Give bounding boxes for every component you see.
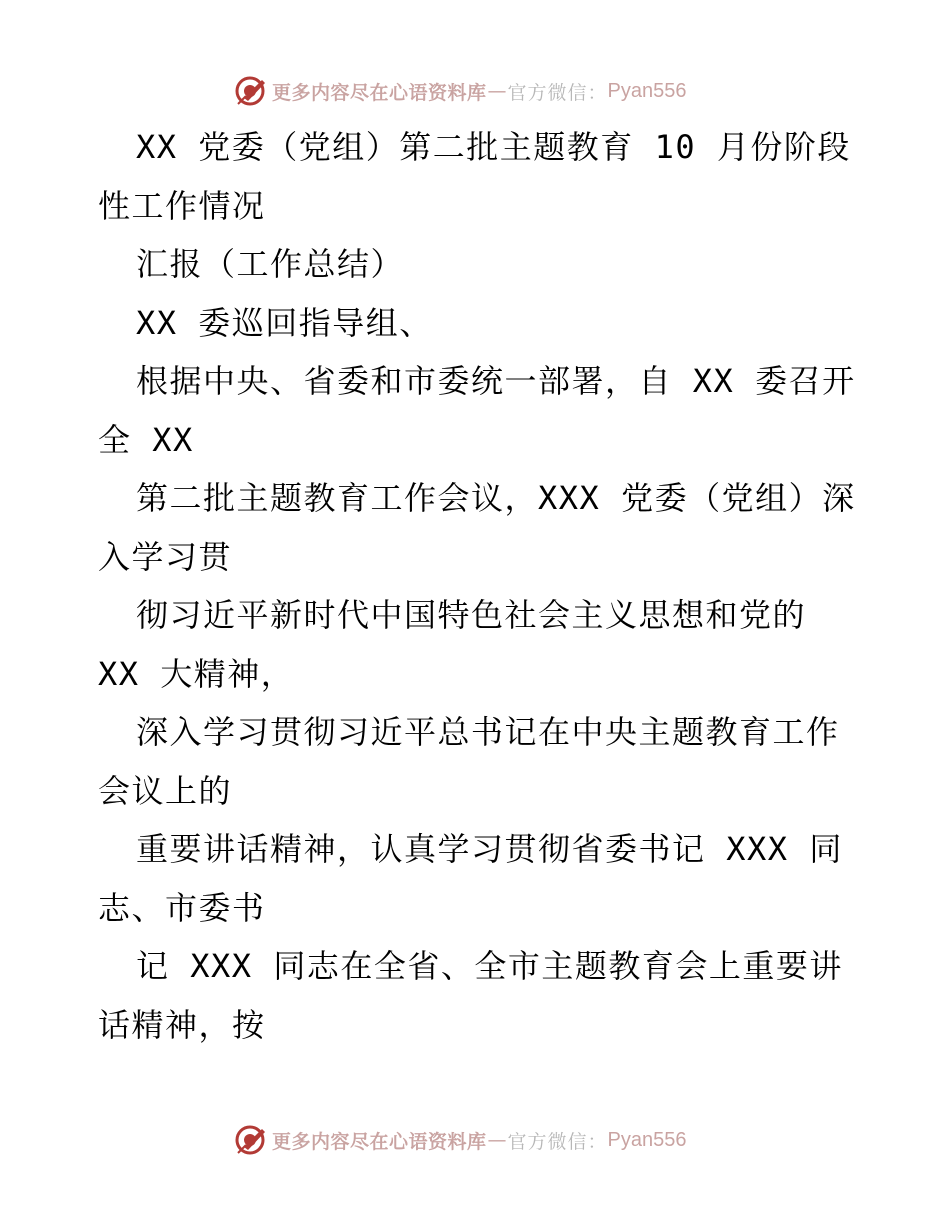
quill-logo-icon [234, 74, 268, 108]
text-line: 会议上的 [98, 771, 233, 810]
text-line: 入学习贯 [98, 537, 233, 576]
text-line: 全 XX [98, 420, 194, 459]
quill-logo-icon [234, 1123, 268, 1157]
text-line: 汇报（工作总结） [136, 245, 405, 283]
text-line: 深入学习贯彻习近平总书记在中央主题教育工作 [136, 713, 840, 751]
watermark-account-id: Pyan556 [607, 1128, 687, 1151]
watermark-text: 更多内容尽在心语资料库 [272, 81, 487, 104]
watermark-dash: — [487, 80, 507, 102]
watermark-account-label: 官方微信： [507, 81, 608, 104]
watermark-account-id: Pyan556 [607, 79, 687, 102]
footer-watermark [234, 1123, 687, 1157]
watermark-text: 更多内容尽在心语资料库 [272, 1130, 487, 1153]
text-line: 彻习近平新时代中国特色社会主义思想和党的 [136, 596, 807, 634]
watermark-account-label: 官方微信： [507, 1130, 608, 1153]
watermark-dash: — [487, 1129, 507, 1151]
text-line: 根据中央、省委和市委统一部署，自 XX 委召开 [136, 362, 856, 400]
text-line: 话精神，按 [98, 1005, 266, 1044]
text-line: 重要讲话精神，认真学习贯彻省委书记 XXX 同 [136, 830, 843, 868]
text-line: XX 大精神， [98, 654, 295, 693]
text-line: 性工作情况 [98, 186, 266, 225]
text-line: 志、市委书 [98, 888, 266, 927]
text-line: XX 党委（党组）第二批主题教育 10 月份阶段 [136, 128, 851, 166]
header-watermark [234, 74, 687, 108]
text-line: 记 XXX 同志在全省、全市主题教育会上重要讲 [136, 947, 843, 985]
document-body [98, 118, 858, 1054]
text-line: 第二批主题教育工作会议，XXX 党委（党组）深 [136, 479, 856, 517]
text-line: XX 委巡回指导组、 [136, 303, 433, 342]
